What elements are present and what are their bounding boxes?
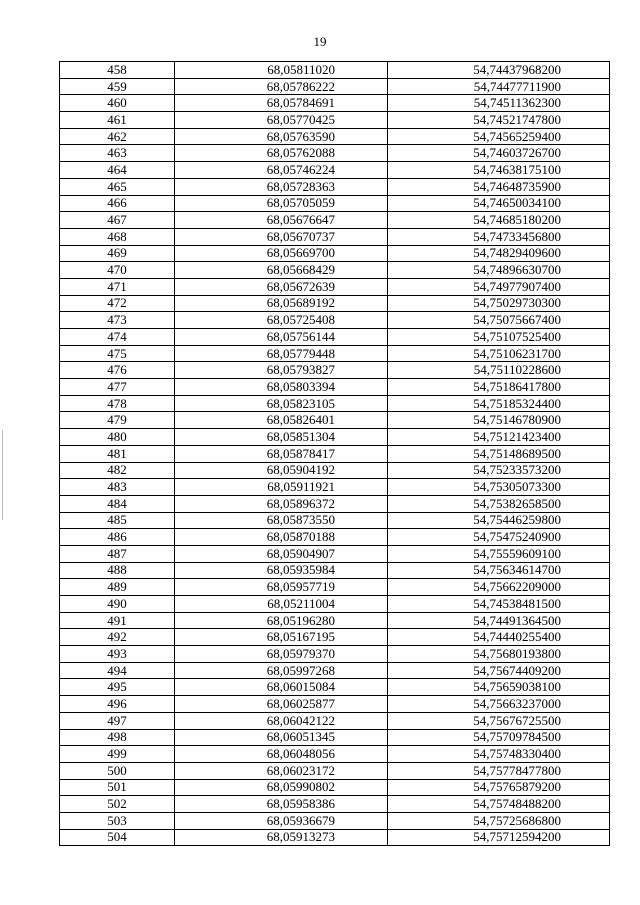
- x-coordinate-cell: 68,05784691: [175, 95, 388, 112]
- x-coordinate-cell: 68,05689192: [175, 295, 388, 312]
- x-coordinate-cell: 68,06025877: [175, 696, 388, 713]
- point-number-cell: 504: [60, 829, 175, 846]
- x-coordinate-cell: 68,06023172: [175, 762, 388, 779]
- table-row: [60, 796, 610, 813]
- x-coordinate-cell: 68,05823105: [175, 395, 388, 412]
- y-coordinate-cell: 54,75676725500: [388, 712, 610, 729]
- y-coordinate-cell: 54,74733456800: [388, 228, 610, 245]
- y-coordinate-cell: 54,75233573200: [388, 462, 610, 479]
- x-coordinate-cell: 68,06051345: [175, 729, 388, 746]
- x-coordinate-cell: 68,05870188: [175, 529, 388, 546]
- table-row: [60, 329, 610, 346]
- table-row: [60, 178, 610, 195]
- table-row: [60, 729, 610, 746]
- table-row: [60, 679, 610, 696]
- x-coordinate-cell: 68,05935984: [175, 562, 388, 579]
- y-coordinate-cell: 54,74648735900: [388, 178, 610, 195]
- table-row: [60, 295, 610, 312]
- x-coordinate-cell: 68,06015084: [175, 679, 388, 696]
- point-number-cell: 465: [60, 178, 175, 195]
- y-coordinate-cell: 54,74603726700: [388, 145, 610, 162]
- table-row: [60, 429, 610, 446]
- table-row: [60, 362, 610, 379]
- y-coordinate-cell: 54,74685180200: [388, 212, 610, 229]
- table-row: [60, 112, 610, 129]
- y-coordinate-cell: 54,74638175100: [388, 162, 610, 179]
- point-number-cell: 502: [60, 796, 175, 813]
- table-row: [60, 746, 610, 763]
- y-coordinate-cell: 54,75305073300: [388, 479, 610, 496]
- y-coordinate-cell: 54,75106231700: [388, 345, 610, 362]
- point-number-cell: 472: [60, 295, 175, 312]
- point-number-cell: 493: [60, 646, 175, 663]
- y-coordinate-cell: 54,75559609100: [388, 545, 610, 562]
- y-coordinate-cell: 54,75712594200: [388, 829, 610, 846]
- x-coordinate-cell: 68,05786222: [175, 78, 388, 95]
- point-number-cell: 462: [60, 128, 175, 145]
- point-number-cell: 501: [60, 779, 175, 796]
- table-row: [60, 78, 610, 95]
- table-row: [60, 62, 610, 79]
- y-coordinate-cell: 54,75382658500: [388, 495, 610, 512]
- table-row: [60, 345, 610, 362]
- y-coordinate-cell: 54,74437968200: [388, 62, 610, 79]
- table-row: [60, 128, 610, 145]
- y-coordinate-cell: 54,75778477800: [388, 762, 610, 779]
- x-coordinate-cell: 68,05211004: [175, 596, 388, 613]
- y-coordinate-cell: 54,74511362300: [388, 95, 610, 112]
- point-number-cell: 461: [60, 112, 175, 129]
- y-coordinate-cell: 54,74650034100: [388, 195, 610, 212]
- x-coordinate-cell: 68,05670737: [175, 228, 388, 245]
- point-number-cell: 463: [60, 145, 175, 162]
- x-coordinate-cell: 68,05873550: [175, 512, 388, 529]
- x-coordinate-cell: 68,05896372: [175, 495, 388, 512]
- table-row: [60, 712, 610, 729]
- table-row: [60, 445, 610, 462]
- table-row: [60, 245, 610, 262]
- table-row: [60, 646, 610, 663]
- point-number-cell: 476: [60, 362, 175, 379]
- y-coordinate-cell: 54,74477711900: [388, 78, 610, 95]
- y-coordinate-cell: 54,75146780900: [388, 412, 610, 429]
- point-number-cell: 458: [60, 62, 175, 79]
- x-coordinate-cell: 68,05957719: [175, 579, 388, 596]
- y-coordinate-cell: 54,74440255400: [388, 629, 610, 646]
- y-coordinate-cell: 54,74538481500: [388, 596, 610, 613]
- x-coordinate-cell: 68,05756144: [175, 329, 388, 346]
- x-coordinate-cell: 68,05911921: [175, 479, 388, 496]
- x-coordinate-cell: 68,05904907: [175, 545, 388, 562]
- point-number-cell: 496: [60, 696, 175, 713]
- table-row: [60, 379, 610, 396]
- y-coordinate-cell: 54,75029730300: [388, 295, 610, 312]
- y-coordinate-cell: 54,75121423400: [388, 429, 610, 446]
- x-coordinate-cell: 68,05669700: [175, 245, 388, 262]
- x-coordinate-cell: 68,05826401: [175, 412, 388, 429]
- y-coordinate-cell: 54,75075667400: [388, 312, 610, 329]
- point-number-cell: 488: [60, 562, 175, 579]
- point-number-cell: 499: [60, 746, 175, 763]
- table-row: [60, 812, 610, 829]
- x-coordinate-cell: 68,05167195: [175, 629, 388, 646]
- point-number-cell: 490: [60, 596, 175, 613]
- table-row: [60, 762, 610, 779]
- x-coordinate-cell: 68,05851304: [175, 429, 388, 446]
- x-coordinate-cell: 68,05904192: [175, 462, 388, 479]
- point-number-cell: 484: [60, 495, 175, 512]
- table-row: [60, 262, 610, 279]
- table-row: [60, 412, 610, 429]
- x-coordinate-cell: 68,05725408: [175, 312, 388, 329]
- y-coordinate-cell: 54,75446259800: [388, 512, 610, 529]
- table-row: [60, 95, 610, 112]
- x-coordinate-cell: 68,05990802: [175, 779, 388, 796]
- x-coordinate-cell: 68,05878417: [175, 445, 388, 462]
- table-row: [60, 779, 610, 796]
- table-row: [60, 145, 610, 162]
- point-number-cell: 481: [60, 445, 175, 462]
- point-number-cell: 486: [60, 529, 175, 546]
- x-coordinate-cell: 68,05979370: [175, 646, 388, 663]
- table-row: [60, 212, 610, 229]
- table-row: [60, 545, 610, 562]
- y-coordinate-cell: 54,75748488200: [388, 796, 610, 813]
- point-number-cell: 491: [60, 612, 175, 629]
- table-row: [60, 312, 610, 329]
- y-coordinate-cell: 54,75680193800: [388, 646, 610, 663]
- y-coordinate-cell: 54,75663237000: [388, 696, 610, 713]
- y-coordinate-cell: 54,75674409200: [388, 662, 610, 679]
- y-coordinate-cell: 54,74829409600: [388, 245, 610, 262]
- table-row: [60, 829, 610, 846]
- point-number-cell: 468: [60, 228, 175, 245]
- point-number-cell: 497: [60, 712, 175, 729]
- table-row: [60, 612, 610, 629]
- y-coordinate-cell: 54,75185324400: [388, 395, 610, 412]
- point-number-cell: 487: [60, 545, 175, 562]
- x-coordinate-cell: 68,05672639: [175, 278, 388, 295]
- x-coordinate-cell: 68,05811020: [175, 62, 388, 79]
- point-number-cell: 494: [60, 662, 175, 679]
- page-number: 19: [313, 34, 327, 49]
- x-coordinate-cell: 68,05770425: [175, 112, 388, 129]
- point-number-cell: 489: [60, 579, 175, 596]
- point-number-cell: 495: [60, 679, 175, 696]
- y-coordinate-cell: 54,75107525400: [388, 329, 610, 346]
- y-coordinate-cell: 54,74977907400: [388, 278, 610, 295]
- point-number-cell: 459: [60, 78, 175, 95]
- point-number-cell: 469: [60, 245, 175, 262]
- point-number-cell: 474: [60, 329, 175, 346]
- table-row: [60, 479, 610, 496]
- point-number-cell: 460: [60, 95, 175, 112]
- table-row: [60, 462, 610, 479]
- table-row: [60, 228, 610, 245]
- coordinates-table-body: [60, 62, 610, 846]
- table-row: [60, 579, 610, 596]
- x-coordinate-cell: 68,05763590: [175, 128, 388, 145]
- x-coordinate-cell: 68,05676647: [175, 212, 388, 229]
- y-coordinate-cell: 54,75110228600: [388, 362, 610, 379]
- x-coordinate-cell: 68,05728363: [175, 178, 388, 195]
- point-number-cell: 471: [60, 278, 175, 295]
- table-row: [60, 529, 610, 546]
- point-number-cell: 498: [60, 729, 175, 746]
- x-coordinate-cell: 68,05746224: [175, 162, 388, 179]
- x-coordinate-cell: 68,05705059: [175, 195, 388, 212]
- y-coordinate-cell: 54,74896630700: [388, 262, 610, 279]
- point-number-cell: 478: [60, 395, 175, 412]
- x-coordinate-cell: 68,05668429: [175, 262, 388, 279]
- point-number-cell: 479: [60, 412, 175, 429]
- y-coordinate-cell: 54,75765879200: [388, 779, 610, 796]
- y-coordinate-cell: 54,75186417800: [388, 379, 610, 396]
- y-coordinate-cell: 54,75659038100: [388, 679, 610, 696]
- point-number-cell: 482: [60, 462, 175, 479]
- point-number-cell: 475: [60, 345, 175, 362]
- x-coordinate-cell: 68,06048056: [175, 746, 388, 763]
- x-coordinate-cell: 68,05997268: [175, 662, 388, 679]
- scan-edge-mark: [2, 430, 3, 520]
- x-coordinate-cell: 68,05913273: [175, 829, 388, 846]
- table-row: [60, 162, 610, 179]
- y-coordinate-cell: 54,75475240900: [388, 529, 610, 546]
- point-number-cell: 466: [60, 195, 175, 212]
- y-coordinate-cell: 54,75725686800: [388, 812, 610, 829]
- x-coordinate-cell: 68,05196280: [175, 612, 388, 629]
- point-number-cell: 467: [60, 212, 175, 229]
- table-row: [60, 195, 610, 212]
- table-row: [60, 596, 610, 613]
- x-coordinate-cell: 68,06042122: [175, 712, 388, 729]
- x-coordinate-cell: 68,05762088: [175, 145, 388, 162]
- point-number-cell: 500: [60, 762, 175, 779]
- point-number-cell: 483: [60, 479, 175, 496]
- point-number-cell: 477: [60, 379, 175, 396]
- y-coordinate-cell: 54,75662209000: [388, 579, 610, 596]
- y-coordinate-cell: 54,75634614700: [388, 562, 610, 579]
- x-coordinate-cell: 68,05958386: [175, 796, 388, 813]
- point-number-cell: 485: [60, 512, 175, 529]
- table-row: [60, 562, 610, 579]
- point-number-cell: 470: [60, 262, 175, 279]
- table-row: [60, 662, 610, 679]
- y-coordinate-cell: 54,74565259400: [388, 128, 610, 145]
- point-number-cell: 480: [60, 429, 175, 446]
- point-number-cell: 503: [60, 812, 175, 829]
- y-coordinate-cell: 54,75148689500: [388, 445, 610, 462]
- table-row: [60, 495, 610, 512]
- table-row: [60, 395, 610, 412]
- x-coordinate-cell: 68,05793827: [175, 362, 388, 379]
- x-coordinate-cell: 68,05779448: [175, 345, 388, 362]
- point-number-cell: 492: [60, 629, 175, 646]
- point-number-cell: 464: [60, 162, 175, 179]
- point-number-cell: 473: [60, 312, 175, 329]
- y-coordinate-cell: 54,75748330400: [388, 746, 610, 763]
- x-coordinate-cell: 68,05803394: [175, 379, 388, 396]
- x-coordinate-cell: 68,05936679: [175, 812, 388, 829]
- table-row: [60, 696, 610, 713]
- y-coordinate-cell: 54,74521747800: [388, 112, 610, 129]
- table-row: [60, 278, 610, 295]
- table-row: [60, 629, 610, 646]
- y-coordinate-cell: 54,75709784500: [388, 729, 610, 746]
- table-row: [60, 512, 610, 529]
- y-coordinate-cell: 54,74491364500: [388, 612, 610, 629]
- coordinates-table: [59, 61, 610, 846]
